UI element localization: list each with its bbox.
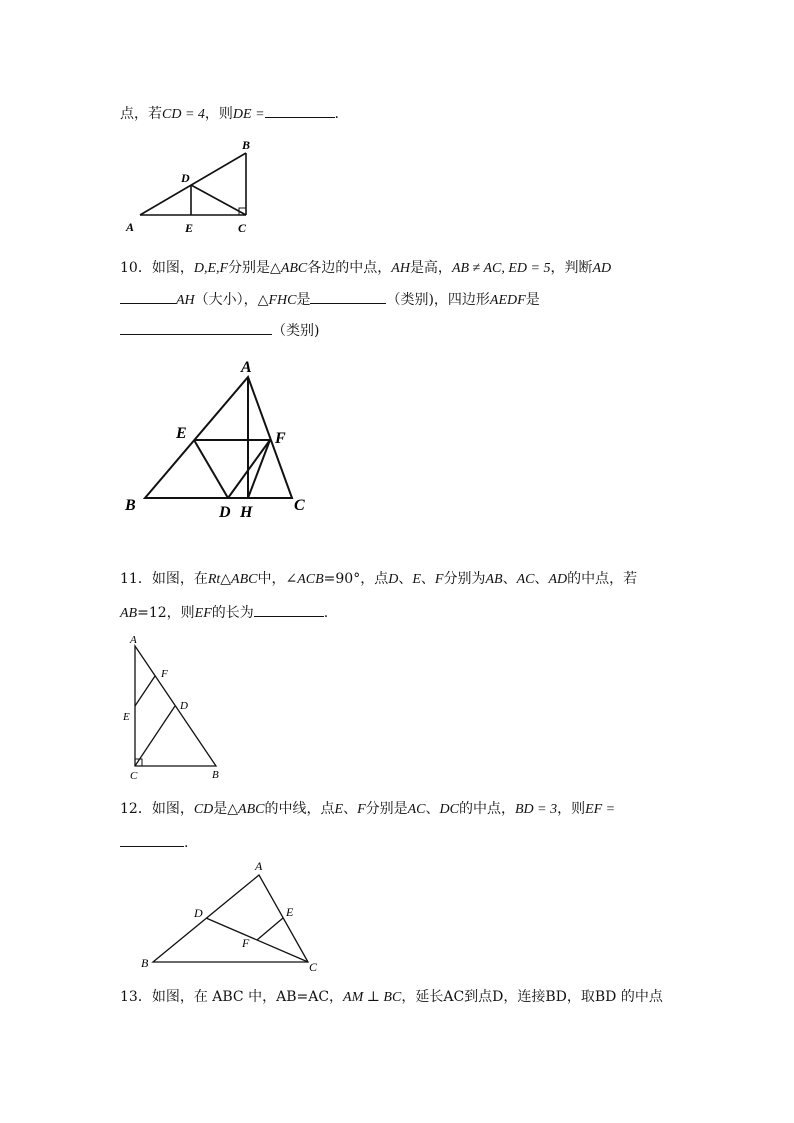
q12-segment-ef [257,918,283,940]
q10-segment-fh [248,440,270,498]
q12-line-2: . [120,832,188,853]
q12-answer-blank[interactable] [120,832,184,847]
q10-blank-triangle-type[interactable] [310,289,386,304]
q12-label-a: A [255,859,263,873]
q11-label-d: D [180,700,188,712]
q9-expr-cd: CD = 4 [162,107,205,122]
q10-blank-quad-type[interactable] [120,320,272,335]
q12-label-e: E [286,905,294,919]
q11-segment-ef [135,676,155,706]
q9-figure [118,135,268,240]
q12-label-f: F [242,936,250,950]
q9-segment-dc [191,185,246,215]
q12-label-c: C [309,960,318,974]
q10-line-3: （类别) [120,320,319,341]
q12-triangle-abc [153,875,308,962]
q11-figure [118,632,238,782]
q11-line-2: AB=12，则EF的长为 . [120,602,328,624]
q10-label-h: H [240,504,253,521]
q10-segment-ed [194,440,228,498]
q11-label-c: C [130,770,138,782]
q10-label-e: E [176,425,187,442]
q9-label-a: A [126,220,135,234]
q12-figure [135,855,335,977]
q10-label-c: C [294,497,305,514]
q13-line-1: 13．如图，在 ABC 中，AB=AC，AM ⊥ BC，延长AC到点D，连接BD，取BD 的中点 [120,989,663,1005]
q9-answer-blank[interactable] [265,103,335,118]
q12-label-d: D [194,906,203,920]
q11-label-e: E [123,711,130,723]
q11-label-b: B [212,769,219,781]
q10-line-1: 10．如图，D,E,F分别是△ABC各边的中点，AH是高，AB ≠ AC, ED = 5，判断AD [120,260,612,276]
q12-line-1: 12．如图，CD是△ABC的中线，点E、F分别是AC、DC的中点，BD = 3，则EF = [120,801,616,817]
q11-label-f: F [161,668,168,680]
q10-line-2: AH（大小），△FHC是 （类别)，四边形AEDF是 [120,289,540,311]
q9-label-e: E [185,221,194,235]
q9-label-d: D [181,171,190,185]
q10-figure [118,352,328,527]
q11-line-1: 11．如图，在Rt△ABC中，∠ACB=90°，点D、E、F分别为AB、AC、AD的中点，若 [120,571,638,587]
q10-label-d: D [219,504,231,521]
q9-label-b: B [242,138,251,152]
q11-segment-cd [135,706,175,766]
q11-label-a: A [130,634,137,646]
q10-label-f: F [275,430,286,447]
q12-label-b: B [141,956,149,970]
q10-label-b: B [125,497,136,514]
q9-expr-de: DE = [232,107,265,122]
q10-blank-compare[interactable] [120,289,176,304]
q11-answer-blank[interactable] [254,602,324,617]
q10-label-a: A [241,359,252,376]
q9-text: 点，若CD = 4，则DE = . [120,103,339,125]
q9-label-c: C [238,221,247,235]
